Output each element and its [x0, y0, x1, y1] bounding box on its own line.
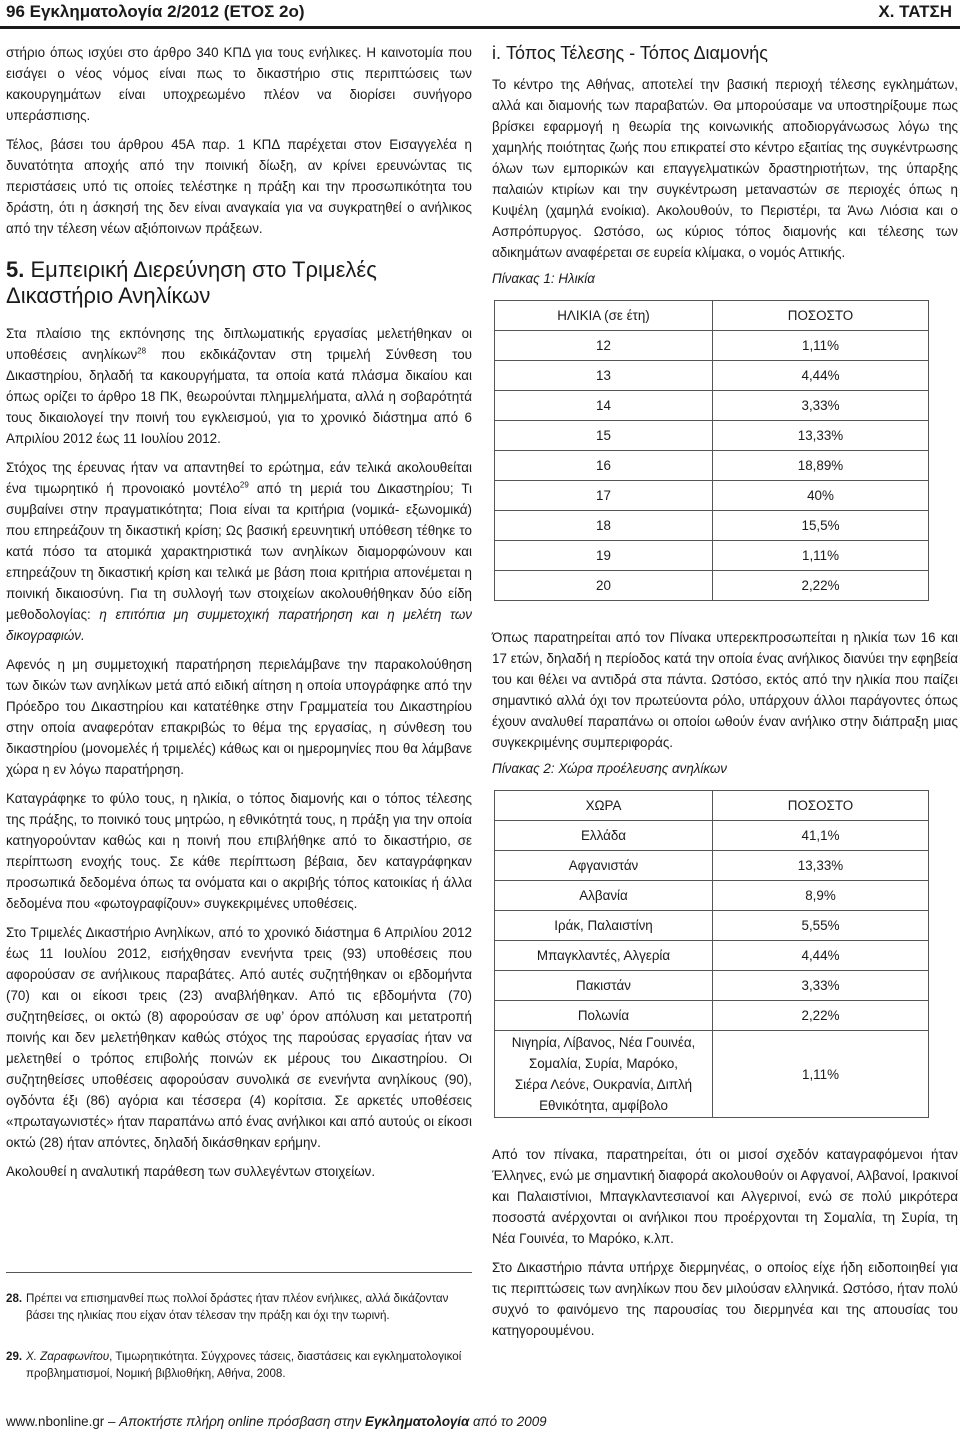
age-table — [494, 300, 929, 601]
table-cell: 18,89% — [713, 451, 929, 481]
header-cell: ΗΛΙΚΙΑ (σε έτη) — [495, 301, 713, 331]
section-heading — [6, 257, 472, 309]
footnote: 28. Πρέπει να επισημανθεί πως πολλοί δράστες ήταν πλέον ενήλικες, αλλά δικάζονταν βάσει της ηλικίας που είχαν όταν τέλεσαν την πράξη και όχι την τωρινή. — [6, 1292, 449, 1322]
table-cell: Αλβανία — [495, 881, 713, 911]
paragraph: Στο Τριμελές Δικαστήριο Ανηλίκων, από το χρονικό διάστημα 6 Απριλίου 2012 έως 11 Ιουλίου 2012, εισήχθησαν ενενήντα τρεις (93) υποθέσεις που αφορούσαν σε ανήλικους παραβάτες. Από αυτές συζητήθηκαν οι εβδομήντα (70) και οι είκοσι τρεις (23) αναβλήθηκαν. Από τις εβδομήντα (70) συζητηθείσες, οι οκτώ (8) αφορούσαν σε υφ’ όρον απόλυση και μετατροπή ποινής και δεν μελετήθηκαν καθώς στόχος της παρούσας εργασίας ήταν να μελετηθεί ο τρόπος επιβολής ποινών εκ μέρους του Δικαστηρίου. Οι συζητηθείσες υποθέσεις αφορούσαν συνολικά σε ενενήντα ανηλίκους (90), ογδόντα έξι (86) αγόρια και τέσσερα (4) κορίτσια. Σε αρκετές υποθέσεις «πρωταγωνιστές» ήταν παραπάνω από ένας ανήλικοι και από αυτούς οι είκοσι οκτώ (28) ήταν απόντες, δηλαδή δικάσθηκαν ερήμην. — [6, 925, 472, 1150]
table-cell: 40% — [713, 481, 929, 511]
table-cell: 3,33% — [713, 971, 929, 1001]
paragraph: Στο Δικαστήριο πάντα υπήρχε διερμηνέας, ο οποίος είχε ήδη ειδοποιηθεί για τις περιπτώσεις των ανηλίκων που δεν μιλούσαν ελληνικά. Ωστόσο, ήταν πολύ συχνό το φαινόμενο της παρουσίας του διερμηνέα και της απουσίας του κατηγορουμένου. — [492, 1260, 958, 1338]
page-footer: www.nbonline.gr – Αποκτήστε πλήρη online πρόσβαση στην Εγκληματολογία από το 2009 — [6, 1414, 547, 1429]
table-cell: Πολωνία — [495, 1001, 713, 1031]
table-cell: 1,11% — [713, 541, 929, 571]
table-row — [495, 881, 929, 911]
table-cell: Ιράκ, Παλαιστίνη — [495, 911, 713, 941]
section-title: Εμπειρική Διερεύνηση στο Τριμελές Δικαστήριο Ανηλίκων — [6, 257, 377, 308]
table-cell: 4,44% — [713, 361, 929, 391]
table-cell: 13,33% — [713, 421, 929, 451]
table-cell: 16 — [495, 451, 713, 481]
table-cell: 15,5% — [713, 511, 929, 541]
table-cell: 8,9% — [713, 881, 929, 911]
table-row — [495, 851, 929, 881]
paragraph: Ακολουθεί η αναλυτική παράθεση των συλλεγέντων στοιχείων. — [6, 1164, 376, 1179]
table-cell: 1,11% — [713, 1031, 929, 1118]
country-table — [494, 790, 929, 1118]
header-cell: ΠΟΣΟΣΤΟ — [713, 301, 929, 331]
table-row — [495, 1031, 929, 1118]
table-cell: Νιγηρία, Λίβανος, Νέα Γουινέα, Σομαλία, Συρία, Μαρόκο, Σιέρα Λεόνε, Ουκρανία, Διπλή Εθνικότητα, αμφίβολο — [495, 1031, 713, 1118]
paragraph: Όπως παρατηρείται από τον Πίνακα υπερεκπροσωπείται η ηλικία των 16 και 17 ετών, δηλαδή η περίοδος κατά την οποία ένας ανήλικος διανύει την εφηβεία του και θέλει να αντιδρά στα πάντα. Ωστόσο, εκτός από την ηλικία που παίζει σημαντικό αλλά όχι τον πρωτεύοντα ρόλο, υπάρχουν άλλοι παράγοντες όπως έχουν αναλυθεί παραπάνω οι οποίοι ωθούν έναν ανήλικο στην διάπραξη μιας συγκεκριμένης συμπεριφοράς. — [492, 630, 958, 750]
paragraph: Στα πλαίσιο της εκπόνησης της διπλωματικής εργασίας μελετήθηκαν οι υποθέσεις ανηλίκων$^{28}$ που εκδικάζονταν στη τριμελή Σύνθεση του Δικαστηρίου, δηλαδή τα κακουργήματα, τα οποία κατά πλάσμα δικαίου και όπως ορίζει το άρθρο 18 ΠΚ, θεωρούνται πλημμελήματα, αλλά η σοβαρότητά τους δικαιολογεί την ποινή του εγκλεισμού, για το χρονικό διάστημα από 6 Απριλίου 2012 έως 11 Ιουλίου 2012. — [6, 326, 472, 446]
table-row — [495, 421, 929, 451]
table-row — [495, 911, 929, 941]
table-cell: 14 — [495, 391, 713, 421]
table-cell: 19 — [495, 541, 713, 571]
footnote-rule — [6, 1272, 472, 1273]
table-cell: 3,33% — [713, 391, 929, 421]
paragraph: Το κέντρο της Αθήνας, αποτελεί την βασική περιοχή τέλεσης εγκλημάτων, αλλά και διαμονής των παραβατών. Θα μπορούσαμε να υποστηρίξουμε πως βρίσκει εφαρμογή η θεωρία της κοινωνικής αποδιοργάνωσως λόγω της χαμηλής ποιότητας ζωής που επικρατεί στο κέντρο εξαιτίας της συγκέντρωσης όλων των εμπορικών και επαγγελματικών δραστηριοτήτων, της ύπαρξης παλαιών κτιρίων και την συγκέντρωση μεταναστών σε περιοχές όπως η Κυψέλη (χαμηλά ενοίκια). Ακολουθούν, το Περιστέρι, τα Άνω Λιόσια και ο Ασπρόπυργος. Ωστόσο, ως κύριος τόπος διαμονής και τέλεσης των αδικημάτων αναφέρεται σε ευρεία κλίμακα, ο νομός Αττικής. — [492, 77, 958, 260]
table-row — [495, 331, 929, 361]
website-link[interactable]: www.nbonline.gr — [6, 1414, 105, 1429]
paragraph: Από τον πίνακα, παρατηρείται, ότι οι μισοί σχεδόν καταγραφόμενοι ήταν Έλληνες, ενώ με σημαντική διαφορά ακολουθούν οι Αφγανοί, Αλβανοί, Ιρακινοί και Παλαιστίνιοι, Μπαγκλαντεσιανοί και Αλγερινοί, ενώ σε πολύ μικρότερα ποσοστά ανέρχονται οι ανήλικοι που προέρχονται τη Σομαλία, τη Συρία, τη Νέα Γουινέα, το Μαρόκο, κ.λπ. — [492, 1147, 958, 1246]
table-cell: 12 — [495, 331, 713, 361]
table-row — [495, 451, 929, 481]
footnote: 29. Χ. Ζαραφωνίτου, Τιμωρητικότητα. Σύγχρονες τάσεις, διαστάσεις και εγκληματολογικοί προβληματισμοί, Νομική βιβλιοθήκη, Αθήνα, 2008. — [6, 1350, 462, 1380]
table-cell: Ελλάδα — [495, 821, 713, 851]
table-cell: 5,55% — [713, 911, 929, 941]
paragraph: Αφενός η μη συμμετοχική παρατήρηση περιελάμβανε την παρακολούθηση των δικών των ανηλίκων μετά από ειδική αίτηση η οποία υπογράφηκε από την Πρόεδρο του Δικαστηρίου και κατατέθηκε στην Γραμματεία του Δικαστηρίου στην οποία αναφερόταν επακριβώς το θέμα της εργασίας, η σύνθεση του δικαστηρίου (μονομελές ή τριμελές) κάθως και οι ημερομηνίες που θα λάμβανε χώρα η εν λόγω παρατήρηση. — [6, 657, 472, 777]
table-cell: Αφγανιστάν — [495, 851, 713, 881]
table-row — [495, 541, 929, 571]
header-cell: ΠΟΣΟΣΤΟ — [713, 791, 929, 821]
table-cell: 18 — [495, 511, 713, 541]
table-row — [495, 361, 929, 391]
table-cell: 15 — [495, 421, 713, 451]
table-row — [495, 511, 929, 541]
section-number: 5. — [6, 257, 25, 282]
table-cell: Μπαγκλαντές, Αλγερία — [495, 941, 713, 971]
left-column — [6, 42, 472, 1190]
table-cell: Πακιστάν — [495, 971, 713, 1001]
header-rule — [0, 26, 960, 29]
table-row — [495, 971, 929, 1001]
table-row — [495, 481, 929, 511]
table-cell: 17 — [495, 481, 713, 511]
table-cell: 4,44% — [713, 941, 929, 971]
table-cell: 20 — [495, 571, 713, 601]
journal-issue: 96 Εγκληματολογία 2/2012 (ΕΤΟΣ 2ο) — [6, 2, 305, 21]
table-cell: 41,1% — [713, 821, 929, 851]
paragraph: Στόχος της έρευνας ήταν να απαντηθεί το ερώτημα, εάν τελικά ακολουθείται ένα τιμωρητικό ή προνοιακό μοντέλο$^{29}$ από τη μεριά του Δικαστηρίου; Τι συμβαίνει στην πραγματικότητα; Ποια είναι τα κριτήρια (νομικά- εξωνομικά) που επηρεάζουν τη δικαστική κρίση; Ως βασική ερευνητική υπόθεση τέθηκε το κατά πόσο τα ατομικά χαρακτηριστικά των ανηλίκων διαμορφώνουν και επηρεάζουν τη δικαστική κρίση και τελικά με βάση ποια κριτήρια απονέμεται η ποινική δικαιοσύνη. Για τη συλλογή των στοιχείων ακολουθήθηκαν δύο είδη μεθοδολογίας: η επιτόπια μη συμμετοχική παρατήρηση και η μελέτη των δικογραφιών. — [6, 460, 473, 643]
table-header-row — [495, 301, 929, 331]
subsection-heading: i. Τόπος Τέλεσης - Τόπος Διαμονής — [492, 43, 768, 63]
footnote-ref: 29 — [239, 480, 249, 490]
paragraph: στήριο όπως ισχύει στο άρθρο 340 ΚΠΔ για τους ενήλικες. Η καινοτομία που εισάγει ο νέος νόμος είναι πως το δικαστήριο στις περιπτώσεις των κακουργημάτων είναι υποχρεωμένο πλέον να διορίσει συνήγορο υπεράσπισης. — [6, 45, 472, 123]
author-name: Χ. ΤΑΤΣΗ — [878, 2, 952, 21]
table-row — [495, 571, 929, 601]
footnote-ref: 28 — [137, 346, 147, 356]
right-column — [492, 42, 958, 1349]
table-row — [495, 1001, 929, 1031]
table-caption: Πίνακας 1: Ηλικία — [492, 271, 595, 286]
paragraph: Τέλος, βάσει του άρθρου 45Α παρ. 1 ΚΠΔ παρέχεται στον Εισαγγελέα η δυνατότητα αποχής από την ποινική δίωξη, αν κρίνει ερευνώντας τις περιστάσεις υπό τις οποίες τελέστηκε η πράξη και την προσωπικότητα του δράστη, ότι η άσκησή της δεν είναι αναγκαία για να συγκρατηθεί ο ανήλικος από την τέλεση νέων αξιόποινων πράξεων. — [6, 137, 472, 236]
table-header-row — [495, 791, 929, 821]
table-cell: 2,22% — [713, 571, 929, 601]
page-header — [0, 0, 960, 26]
table-row — [495, 941, 929, 971]
table-cell: 2,22% — [713, 1001, 929, 1031]
table-caption: Πίνακας 2: Χώρα προέλευσης ανηλίκων — [492, 761, 727, 776]
paragraph: Καταγράφηκε το φύλο τους, η ηλικία, ο τόπος διαμονής και ο τόπος τέλεσης της πράξης, το ποινικό τους μητρώο, η εθνικότητά τους, η πράξη για την οποία κατηγορούνταν καθώς και η ποινή που επιβλήθηκε από το δικαστήριο, σε περίπτωση ενοχής τους. Σε κάθε περίπτωση βέβαια, δεν καταγράφηκαν προσωπικά δεδομένα όπως τα ονόματα και ο ακριβής τόπος κατοικίας ή άλλα δεδομένα που «φωτογραφίζουν» συγκεκριμένες υποθέσεις. — [6, 791, 472, 911]
table-cell: 1,11% — [713, 331, 929, 361]
header-cell: ΧΩΡΑ — [495, 791, 713, 821]
table-row — [495, 391, 929, 421]
table-cell: 13,33% — [713, 851, 929, 881]
table-row — [495, 821, 929, 851]
table-cell: 13 — [495, 361, 713, 391]
